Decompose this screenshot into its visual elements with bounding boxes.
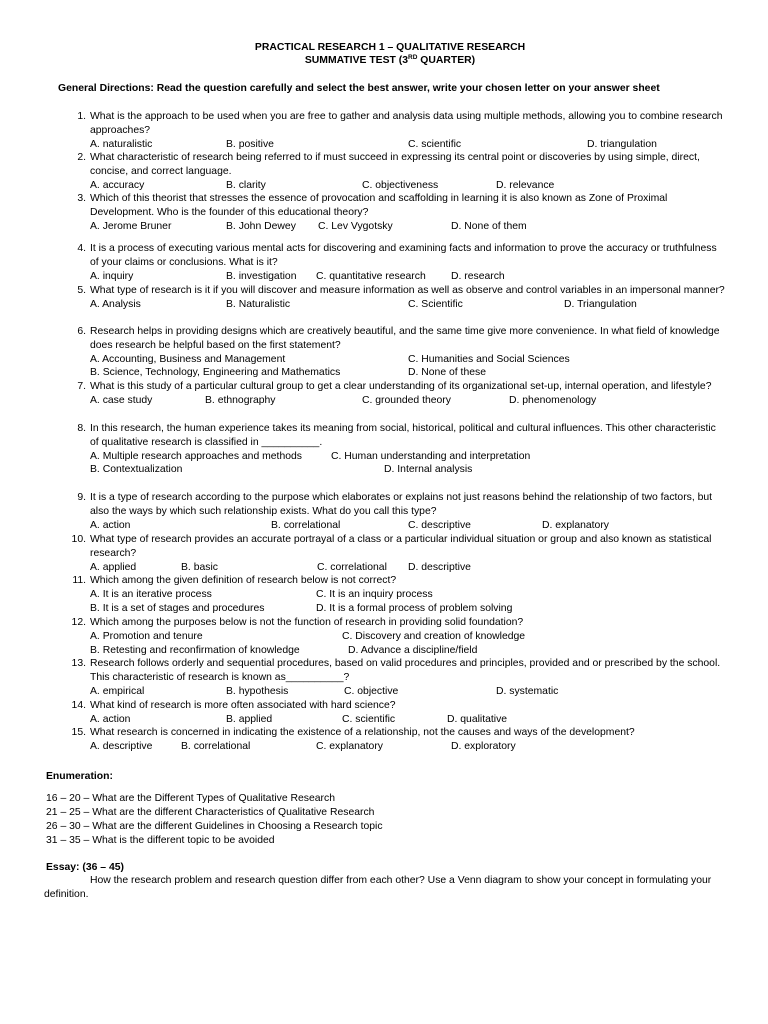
answer-choice: C. objective — [344, 685, 399, 697]
enumeration-item: 31 – 35 – What is the different topic to be avoided — [46, 835, 275, 846]
question-text: What is the approach to be used when you are free to gather and analysis data using multiple methods, allowing you to combine research approaches? — [90, 111, 723, 136]
answer-choice: C. It is an inquiry process — [316, 588, 433, 600]
question-item — [66, 325, 726, 380]
essay-heading: Essay: (36 – 45) — [46, 862, 124, 873]
answer-choice: D. Internal analysis — [384, 464, 473, 476]
answer-choice: C. scientific — [342, 713, 396, 725]
answer-choices-row — [90, 353, 726, 367]
title-line-2-start: SUMMATIVE TEST (3 — [304, 55, 408, 66]
answer-choice: A. applied — [90, 561, 137, 573]
question-item — [66, 242, 726, 283]
answer-choice: B. positive — [226, 138, 274, 150]
answer-choice: C. quantitative research — [316, 270, 426, 282]
answer-choice: C. correlational — [317, 561, 387, 573]
answer-choice: B. correlational — [181, 740, 251, 752]
answer-choices-row — [90, 519, 726, 533]
answer-choice: C. objectiveness — [362, 179, 439, 191]
answer-choice: A. Multiple research approaches and methods — [90, 450, 302, 462]
question-text: In this research, the human experience takes its meaning from social, historical, political and cultural influences. This other characteristic of qualitative research is classified in __________. — [90, 423, 716, 448]
answer-choice: D. phenomenology — [509, 394, 597, 406]
question-number: 1. — [77, 111, 86, 122]
answer-choice: C. descriptive — [408, 519, 471, 531]
question-number: 11. — [72, 575, 86, 586]
answer-choice: A. naturalistic — [90, 138, 153, 150]
question-text: What characteristic of research being referred to if must succeed in expressing its central point or discoveries by using simple, direct, concise, and correct language. — [90, 152, 700, 177]
answer-choice: C. Discovery and creation of knowledge — [342, 630, 526, 642]
answer-choices-row — [90, 740, 726, 754]
question-text: Which among the given definition of research below is not correct? — [90, 575, 397, 586]
general-directions: General Directions: Read the question carefully and select the best answer, write your chosen letter on your answer sheet — [58, 83, 660, 94]
answer-choice: D. qualitative — [447, 713, 508, 725]
title-line-2-end: QUARTER) — [417, 55, 476, 66]
answer-choice: D. exploratory — [451, 740, 516, 752]
question-item — [66, 726, 726, 754]
answer-choices-row — [90, 685, 726, 699]
answer-choice: C. Lev Vygotsky — [318, 220, 393, 232]
answer-choices-row — [90, 366, 726, 380]
answer-choice: B. hypothesis — [226, 685, 289, 697]
answer-choice: B. investigation — [226, 270, 297, 282]
answer-choices-row — [90, 270, 726, 284]
question-item — [66, 491, 726, 532]
question-number: 3. — [77, 193, 86, 204]
answer-choice: D. relevance — [496, 179, 555, 191]
question-text: Research follows orderly and sequential procedures, based on valid procedures and principles, provided and or prescribed by the school. This characteristic of research is known as__________? — [90, 658, 721, 683]
answer-choice: A. inquiry — [90, 270, 134, 282]
question-number: 5. — [77, 285, 86, 296]
answer-choice: C. Scientific — [408, 298, 463, 310]
question-number: 2. — [77, 152, 86, 163]
answer-choice: B. applied — [226, 713, 273, 725]
question-item — [66, 380, 726, 408]
answer-choice: D. research — [451, 270, 505, 282]
question-text: What research is concerned in indicating the existence of a relationship, not the causes and ways of the development? — [90, 727, 635, 738]
answer-choice: A. case study — [90, 394, 153, 406]
answer-choices-row — [90, 588, 726, 602]
question-number: 7. — [77, 381, 86, 392]
answer-choice: A. Promotion and tenure — [90, 630, 203, 642]
question-text: What kind of research is more often associated with hard science? — [90, 700, 396, 711]
question-number: 6. — [77, 326, 86, 337]
question-text: It is a process of executing various mental acts for discovering and examining facts and information to prove the accuracy or truthfulness of your claims or conclusions. What is it? — [90, 243, 717, 268]
answer-choice: D. descriptive — [408, 561, 471, 573]
question-number: 15. — [71, 727, 86, 738]
answer-choice: A. Accounting, Business and Management — [90, 353, 286, 365]
answer-choices-row — [90, 394, 726, 408]
enumeration-heading: Enumeration: — [46, 771, 113, 782]
answer-choice: D. None of these — [408, 367, 486, 379]
answer-choice: A. action — [90, 713, 131, 725]
enumeration-item: 21 – 25 – What are the different Characteristics of Qualitative Research — [46, 807, 375, 818]
answer-choice: A. action — [90, 519, 131, 531]
answer-choice: C. Human understanding and interpretation — [331, 450, 531, 462]
answer-choice: A. Jerome Bruner — [90, 220, 172, 232]
question-item — [66, 574, 726, 615]
question-text: Research helps in providing designs which are creatively beautiful, and the same time give more convenience. In what field of knowledge does research be helpful based on the first statement? — [90, 326, 720, 351]
essay-body: How the research problem and research question differ from each other? Use a Venn diagram to show your concept in formulating your definition. — [44, 875, 712, 900]
answer-choices-row — [90, 630, 726, 644]
answer-choices-row — [90, 220, 726, 234]
question-text: What type of research provides an accurate portrayal of a class or a particular individual situation or group and also known as statistical research? — [90, 534, 712, 559]
answer-choice: B. ethnography — [205, 394, 276, 406]
answer-choices-row — [90, 138, 726, 152]
answer-choice: D. systematic — [496, 685, 559, 697]
answer-choice: C. scientific — [408, 138, 462, 150]
question-item — [66, 192, 726, 233]
question-text: What type of research is it if you will discover and measure information as well as observe and control variables in an impersonal manner? — [90, 285, 725, 296]
test-title-line-2 — [0, 54, 768, 68]
question-text: What is this study of a particular cultural group to get a clear understanding of its organizational set-up, internal operation, and lifestyle? — [90, 381, 712, 392]
answer-choice: A. It is an iterative process — [90, 588, 212, 600]
question-item — [66, 110, 726, 151]
question-number: 9. — [77, 492, 86, 503]
question-item — [66, 616, 726, 657]
answer-choice: D. It is a formal process of problem solving — [316, 602, 513, 614]
essay-prompt — [44, 874, 724, 902]
answer-choices-row — [90, 298, 726, 312]
answer-choices-row — [90, 713, 726, 727]
answer-choice: B. Contextualization — [90, 464, 183, 476]
answer-choice: A. Analysis — [90, 298, 141, 310]
question-number: 12. — [71, 617, 86, 628]
answer-choice: C. grounded theory — [362, 394, 451, 406]
question-item — [66, 657, 726, 698]
answer-choice: A. descriptive — [90, 740, 153, 752]
answer-choice: A. empirical — [90, 685, 145, 697]
question-text: Which among the purposes below is not the function of research in providing solid foundation? — [90, 617, 524, 628]
question-number: 8. — [77, 423, 86, 434]
question-item — [66, 422, 726, 477]
answer-choice: D. Triangulation — [564, 298, 637, 310]
answer-choices-row — [90, 463, 726, 477]
answer-choices-row — [90, 450, 726, 464]
answer-choice: A. accuracy — [90, 179, 145, 191]
answer-choice: B. John Dewey — [226, 220, 296, 232]
answer-choice: D. None of them — [451, 220, 527, 232]
answer-choice: D. Advance a discipline/field — [348, 644, 478, 656]
answer-choice: B. Naturalistic — [226, 298, 291, 310]
question-number: 4. — [77, 243, 86, 254]
question-item — [66, 284, 726, 312]
answer-choice: B. It is a set of stages and procedures — [90, 602, 265, 614]
answer-choice: D. triangulation — [587, 138, 657, 150]
question-number: 13. — [71, 658, 86, 669]
test-title-line-1: PRACTICAL RESEARCH 1 – QUALITATIVE RESEARCH — [254, 42, 526, 53]
answer-choice: B. Retesting and reconfirmation of knowledge — [90, 644, 300, 656]
title-superscript: RD — [408, 54, 418, 61]
enumeration-item: 16 – 20 – What are the Different Types of Qualitative Research — [46, 793, 335, 804]
answer-choice: B. Science, Technology, Engineering and Mathematics — [90, 367, 341, 379]
question-number: 14. — [71, 700, 86, 711]
question-text: It is a type of research according to the purpose which elaborates or explains not just reasons behind the relationship of two factors, but also the ways by which such relationship exists. What do you call this type? — [90, 492, 713, 517]
answer-choices-row — [90, 644, 726, 658]
answer-choices-row — [90, 561, 726, 575]
question-item — [66, 151, 726, 192]
question-item — [66, 533, 726, 574]
answer-choice: B. clarity — [226, 179, 266, 191]
answer-choice: C. explanatory — [316, 740, 383, 752]
question-text: Which of this theorist that stresses the essence of provocation and scaffolding in learning it is also known as Zone of Proximal Development. Who is the founder of this educational theory? — [90, 193, 668, 218]
answer-choice: B. correlational — [271, 519, 341, 531]
answer-choice: D. explanatory — [542, 519, 609, 531]
enumeration-item: 26 – 30 – What are the different Guidelines in Choosing a Research topic — [46, 821, 383, 832]
question-number: 10. — [71, 534, 86, 545]
answer-choices-row — [90, 602, 726, 616]
question-item — [66, 699, 726, 727]
answer-choices-row — [90, 179, 726, 193]
answer-choice: C. Humanities and Social Sciences — [408, 353, 570, 365]
answer-choice: B. basic — [181, 561, 218, 573]
